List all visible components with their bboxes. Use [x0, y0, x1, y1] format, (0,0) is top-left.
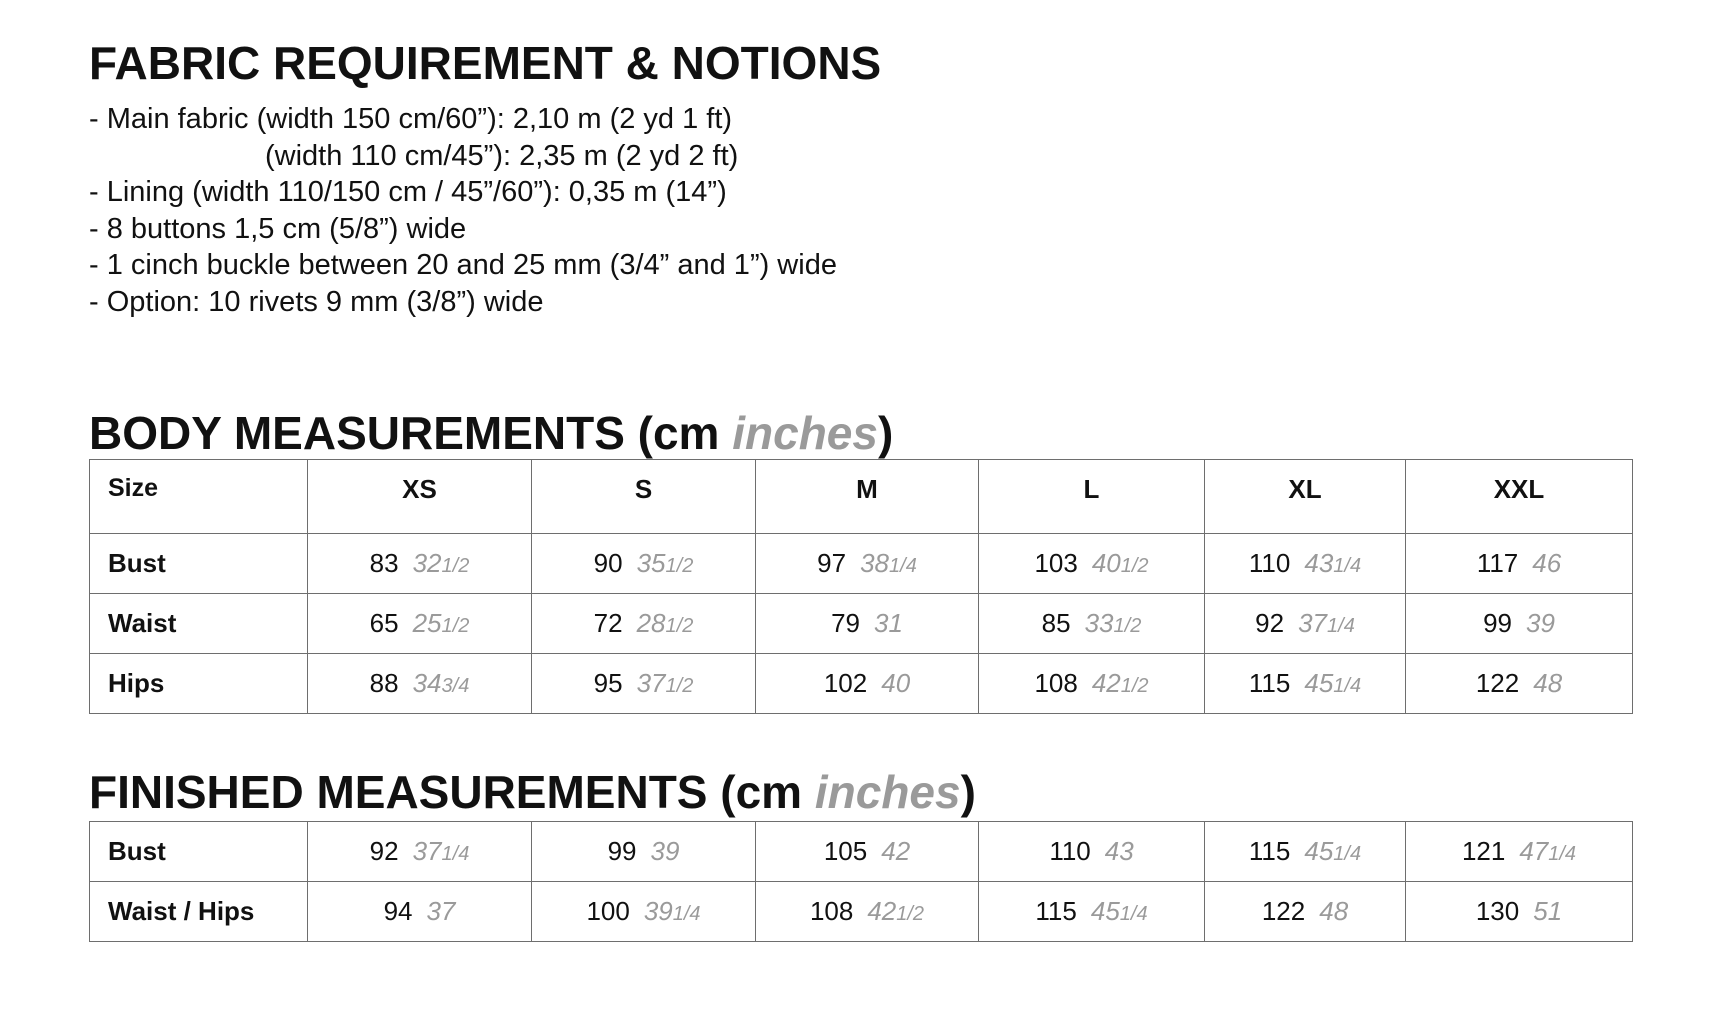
size-header-s: S — [532, 460, 756, 534]
value-inches-whole: 34 — [412, 668, 442, 698]
measurement-row — [90, 654, 1633, 714]
value-inches — [651, 836, 680, 866]
value-inches-fraction: 1/2 — [1120, 675, 1149, 697]
value-inches-fraction: 1/2 — [441, 615, 470, 637]
value-inches-fraction: 1/4 — [1333, 675, 1362, 697]
value-inches — [427, 896, 456, 926]
value-cm: 92 — [1255, 608, 1285, 638]
value-cm: 99 — [1483, 608, 1512, 638]
value-inches — [1533, 668, 1562, 698]
value-inches-whole: 37 — [636, 668, 666, 698]
value-cm: 122 — [1261, 896, 1306, 926]
value-cm: 105 — [823, 836, 868, 866]
value-inches — [860, 548, 917, 578]
value-cm: 94 — [383, 896, 413, 926]
notion-item-main-fabric: - Main fabric (width 150 cm/60”): 2,10 m (2 yd 1 ft) — [89, 103, 733, 135]
value-inches — [413, 608, 470, 638]
value-inches — [1319, 896, 1348, 926]
measurement-cell — [308, 594, 532, 654]
value-inches-whole: 39 — [643, 896, 673, 926]
value-inches — [413, 548, 470, 578]
heading-main-text: BODY MEASUREMENTS (cm — [89, 407, 733, 459]
value-inches-whole: 40 — [1091, 548, 1121, 578]
measurement-cell — [1406, 822, 1633, 882]
measurement-cell — [979, 654, 1205, 714]
measurement-cell — [308, 654, 532, 714]
heading-close-paren: ) — [960, 766, 976, 818]
measurement-cell — [979, 594, 1205, 654]
value-inches — [413, 836, 470, 866]
value-inches-fraction: 1/4 — [441, 843, 470, 865]
value-inches — [881, 836, 910, 866]
heading-close-paren: ) — [877, 407, 894, 459]
value-inches-fraction: 1/2 — [1120, 555, 1149, 577]
value-inches-whole: 37 — [426, 896, 456, 926]
measurement-row — [90, 822, 1633, 882]
measurement-row — [90, 594, 1633, 654]
value-cm: 83 — [369, 548, 399, 578]
row-label: Bust — [90, 534, 308, 594]
measurement-cell — [756, 594, 979, 654]
value-inches-whole: 39 — [1526, 608, 1555, 638]
measurement-cell — [1406, 882, 1633, 942]
value-inches-fraction: 1/2 — [896, 903, 925, 925]
value-cm: 88 — [369, 668, 399, 698]
measurement-cell — [979, 534, 1205, 594]
measurement-cell — [532, 882, 756, 942]
value-cm: 117 — [1476, 548, 1519, 578]
measurement-cell — [756, 822, 979, 882]
value-cm: 130 — [1475, 896, 1520, 926]
value-inches — [1298, 608, 1355, 638]
value-inches-fraction: 1/2 — [665, 675, 694, 697]
measurement-cell — [308, 534, 532, 594]
value-inches — [874, 608, 903, 638]
value-inches-whole: 48 — [1319, 896, 1349, 926]
fabric-heading: FABRIC REQUIREMENT & NOTIONS — [89, 37, 882, 89]
measurement-cell — [1205, 654, 1406, 714]
finished-measurements-heading — [89, 766, 976, 818]
value-inches — [637, 668, 694, 698]
value-inches-whole: 40 — [881, 668, 911, 698]
value-cm: 92 — [369, 836, 399, 866]
value-inches-whole: 32 — [412, 548, 442, 578]
value-inches — [1533, 896, 1562, 926]
value-cm: 108 — [1034, 668, 1078, 698]
value-inches-whole: 42 — [1091, 668, 1121, 698]
notion-item-lining: - Lining (width 110/150 cm / 45”/60”): 0,35 m (14”) — [89, 176, 727, 209]
measurement-cell — [1406, 654, 1633, 714]
value-inches-whole: 45 — [1304, 668, 1334, 698]
value-inches-whole: 46 — [1532, 548, 1562, 578]
measurement-cell — [1205, 822, 1406, 882]
measurement-cell — [1406, 594, 1633, 654]
measurement-cell — [1406, 534, 1633, 594]
value-inches-whole: 47 — [1519, 836, 1549, 866]
value-inches-whole: 42 — [867, 896, 897, 926]
value-inches-fraction: 1/2 — [665, 615, 694, 637]
value-cm: 103 — [1034, 548, 1078, 578]
value-inches-whole: 25 — [412, 608, 442, 638]
size-header-xxl: XXL — [1406, 460, 1633, 534]
value-inches — [1532, 548, 1561, 578]
value-inches-whole: 31 — [874, 608, 903, 638]
measurement-cell — [1205, 534, 1406, 594]
value-inches-fraction: 1/4 — [889, 555, 917, 577]
measurement-row — [90, 882, 1633, 942]
measurement-cell — [1205, 882, 1406, 942]
size-header-xl: XL — [1205, 460, 1406, 534]
row-label: Waist / Hips — [90, 882, 308, 942]
value-inches-whole: 48 — [1533, 668, 1563, 698]
row-label: Bust — [90, 822, 308, 882]
value-inches-whole: 39 — [650, 836, 680, 866]
value-inches-whole: 45 — [1090, 896, 1120, 926]
value-inches — [644, 896, 701, 926]
value-inches-fraction: 1/4 — [1548, 843, 1577, 865]
value-cm: 115 — [1035, 896, 1077, 926]
value-inches-whole: 33 — [1084, 608, 1114, 638]
value-inches-fraction: 1/2 — [441, 555, 470, 577]
value-inches — [881, 668, 910, 698]
heading-inches-text: inches — [814, 766, 961, 818]
body-measurements-heading — [89, 407, 894, 459]
value-inches — [1304, 668, 1361, 698]
value-inches-fraction: 1/4 — [1119, 903, 1148, 925]
value-inches-fraction: 1/2 — [1113, 615, 1142, 637]
size-header-xs: XS — [308, 460, 532, 534]
value-cm: 102 — [823, 668, 868, 698]
value-cm: 121 — [1461, 836, 1506, 866]
value-inches — [637, 548, 694, 578]
value-cm: 110 — [1248, 548, 1291, 578]
size-header-row — [90, 460, 1633, 534]
measurement-cell — [756, 534, 979, 594]
value-inches — [1526, 608, 1555, 638]
value-inches-fraction: 1/4 — [1327, 615, 1355, 637]
body-measurements-table — [89, 459, 1633, 714]
value-inches — [1091, 896, 1148, 926]
row-label: Hips — [90, 654, 308, 714]
value-inches-whole: 51 — [1533, 896, 1563, 926]
value-inches — [1092, 548, 1149, 578]
notion-item-buttons: - 8 buttons 1,5 cm (5/8”) wide — [89, 212, 467, 245]
value-cm: 108 — [809, 896, 854, 926]
value-inches-whole: 35 — [636, 548, 666, 578]
measurement-cell — [1205, 594, 1406, 654]
notion-item-cinch-buckle: - 1 cinch buckle between 20 and 25 mm (3/4” and 1”) wide — [89, 249, 837, 282]
value-inches-fraction: 1/4 — [1333, 843, 1362, 865]
value-inches-whole: 37 — [1298, 608, 1328, 638]
value-inches — [1105, 836, 1134, 866]
value-inches-whole: 28 — [636, 608, 666, 638]
row-label: Waist — [90, 594, 308, 654]
value-cm: 85 — [1041, 608, 1071, 638]
value-inches — [413, 668, 470, 698]
value-inches — [1519, 836, 1576, 866]
value-inches-fraction: 1/4 — [1333, 555, 1362, 577]
notion-item-rivets: - Option: 10 rivets 9 mm (3/8”) wide — [89, 285, 544, 318]
measurement-cell — [308, 822, 532, 882]
value-inches-whole: 45 — [1304, 836, 1334, 866]
value-inches — [1304, 836, 1361, 866]
value-cm: 115 — [1248, 836, 1291, 866]
value-cm: 65 — [369, 608, 399, 638]
value-inches — [637, 608, 694, 638]
measurement-cell — [532, 822, 756, 882]
measurement-cell — [308, 882, 532, 942]
measurement-row — [90, 534, 1633, 594]
value-inches-whole: 37 — [412, 836, 442, 866]
value-cm: 115 — [1248, 668, 1291, 698]
value-cm: 100 — [586, 896, 630, 926]
value-inches-fraction: 1/2 — [665, 555, 694, 577]
measurement-cell — [756, 882, 979, 942]
value-cm: 90 — [593, 548, 623, 578]
measurement-cell — [532, 654, 756, 714]
notions-list — [89, 101, 837, 321]
value-cm: 122 — [1475, 668, 1520, 698]
size-header-l: L — [979, 460, 1205, 534]
measurement-cell — [532, 534, 756, 594]
value-inches-whole: 43 — [1304, 548, 1334, 578]
measurement-cell — [979, 822, 1205, 882]
value-inches-fraction: 3/4 — [441, 675, 470, 697]
measurement-cell — [532, 594, 756, 654]
value-inches-whole: 38 — [860, 548, 890, 578]
heading-main-text: FINISHED MEASUREMENTS (cm — [89, 766, 815, 818]
value-cm: 79 — [831, 608, 860, 638]
size-header-m: M — [756, 460, 979, 534]
notion-item-main-fabric-alt-width: (width 110 cm/45”): 2,35 m (2 yd 2 ft) — [265, 139, 739, 172]
finished-measurements-table — [89, 821, 1633, 942]
size-label: Size — [90, 460, 308, 534]
value-inches — [1085, 608, 1142, 638]
heading-inches-text: inches — [732, 407, 878, 459]
value-cm: 97 — [817, 548, 847, 578]
value-inches — [1092, 668, 1149, 698]
value-cm: 110 — [1049, 836, 1091, 866]
value-inches-whole: 42 — [881, 836, 911, 866]
value-inches-whole: 43 — [1104, 836, 1134, 866]
value-cm: 95 — [593, 668, 623, 698]
measurement-cell — [979, 882, 1205, 942]
measurement-cell — [756, 654, 979, 714]
value-inches-fraction: 1/4 — [672, 903, 701, 925]
value-inches — [1304, 548, 1361, 578]
value-cm: 99 — [607, 836, 637, 866]
value-cm: 72 — [593, 608, 623, 638]
value-inches — [867, 896, 924, 926]
